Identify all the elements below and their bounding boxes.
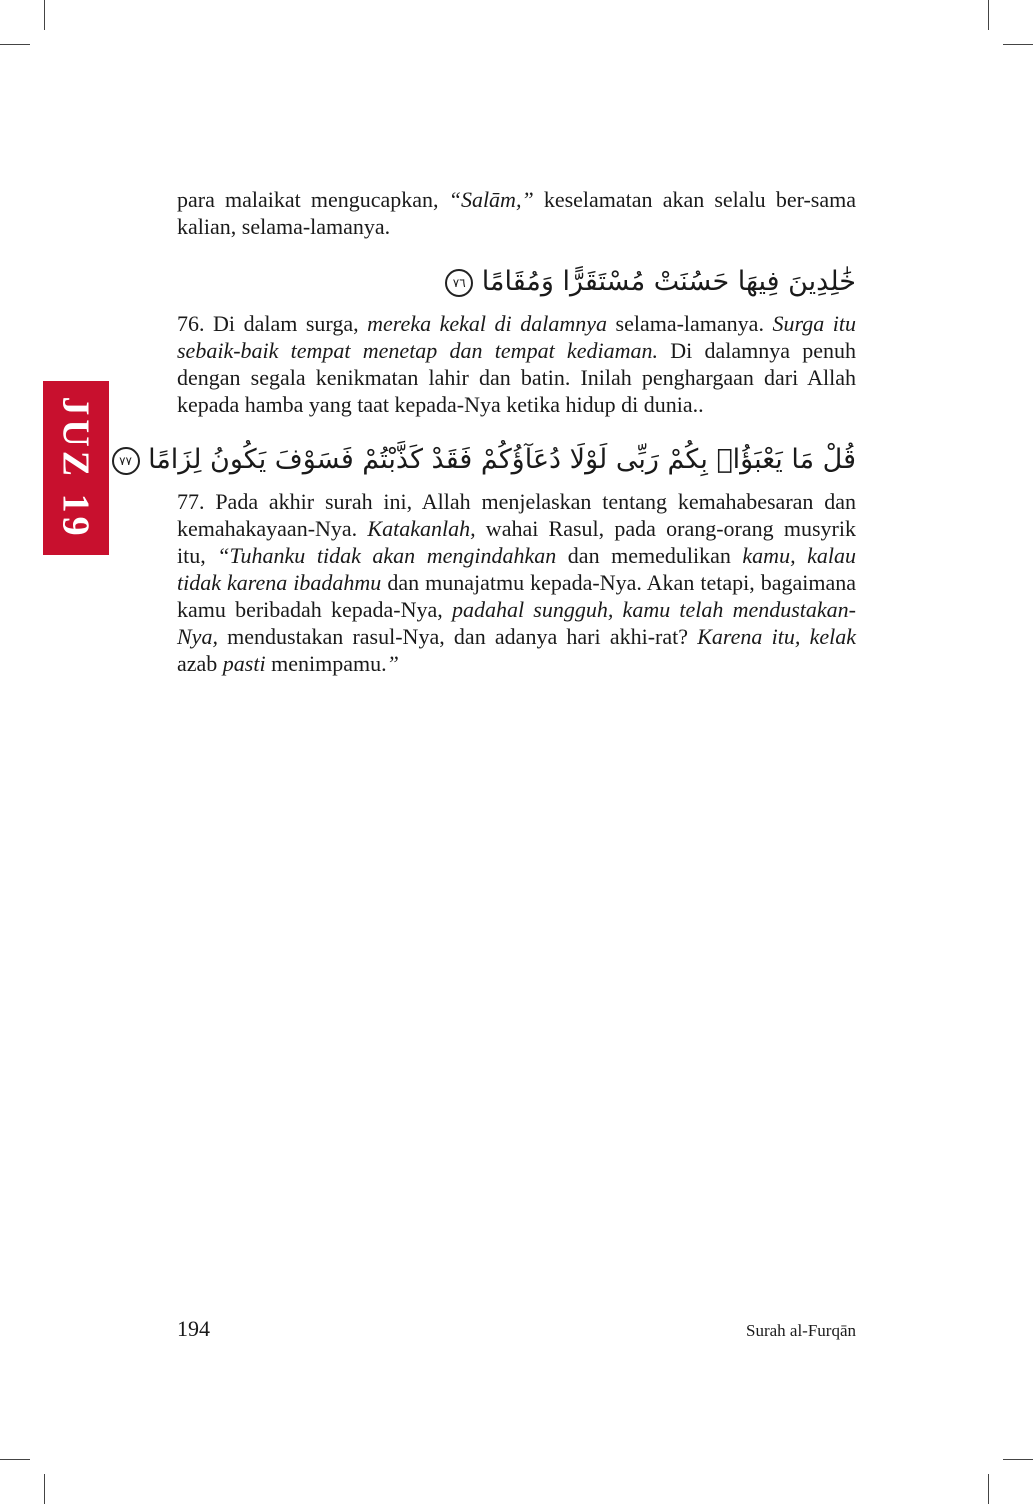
t76-p2: selama-lamanya. <box>606 311 773 336</box>
t77-p4: dan munajatmu kepada-Nya. Akan tetapi, bagaimana kamu beribadah kepada-Nya, <box>177 570 856 622</box>
juz-tab <box>43 381 109 555</box>
t77-p5: mendustakan rasul-Nya, dan adanya hari akhi-rat? <box>217 624 698 649</box>
t76-p3: Di dalamnya penuh dengan segala kenikmatan lahir dan batin. Inilah penghargaan dari Allah kepada hamba yang taat kepada-Nya ketika hidup di dunia.. <box>177 338 856 417</box>
crop-mark-top-right-v <box>988 0 989 30</box>
ayah-number-76: ٧٦ <box>445 269 473 297</box>
page-number: 194 <box>177 1316 210 1341</box>
intro-text-1: para malaikat mengucapkan, <box>177 187 449 212</box>
crop-mark-top-right-h <box>1003 44 1033 45</box>
t77-i3: kamu, kalau tidak karena ibadahmu <box>177 543 857 595</box>
crop-mark-top-left-h <box>0 44 30 45</box>
intro-paragraph <box>177 186 856 240</box>
juz-label: JUZ 19 <box>55 396 98 540</box>
ayah-number-77: ٧٧ <box>112 447 140 475</box>
arabic-verse-77 <box>119 440 856 480</box>
t77-i2: “Tuhanku tidak akan mengindahkan <box>217 543 557 568</box>
arabic-text-77: قُلْ مَا يَعْبَؤُا۟ بِكُمْ رَبِّى لَوْلَا دُعَآؤُكُمْ فَقَدْ كَذَّبْتُمْ فَسَوْفَ يَكُونُ لِزَامًا <box>148 444 856 475</box>
arabic-text-76: خَٰلِدِينَ فِيهَا حَسُنَتْ مُسْتَقَرًّا وَمُقَامًا <box>481 266 856 297</box>
intro-text-italic: “Salām,” <box>448 187 534 212</box>
t76-p1: 76. Di dalam surga, <box>177 311 368 336</box>
crop-mark-bottom-right-v <box>988 1474 989 1504</box>
running-footer-surah: Surah al-Furqān <box>745 1321 856 1340</box>
t77-p1: 77. Pada akhir surah ini, Allah menjelaskan tentang kemahabesaran dan kemahakayaan-Nya. <box>177 489 856 541</box>
t77-p7: menimpamu. <box>265 651 387 676</box>
crop-mark-bottom-right-h <box>1003 1459 1033 1460</box>
t77-i5: Karena itu, kelak <box>697 624 856 649</box>
translation-76 <box>177 310 856 418</box>
arabic-verse-76 <box>177 262 856 302</box>
intro-text-2: keselamatan akan selalu ber-sama kalian, selama-lamanya. <box>177 187 856 239</box>
t77-p2: wahai Rasul, pada orang-orang musyrik itu, <box>177 516 856 568</box>
t77-i4: padahal sungguh, kamu telah mendustakan-Nya, <box>177 597 857 649</box>
t77-i6: pasti <box>222 651 266 676</box>
t77-i1: Katakanlah, <box>367 516 476 541</box>
page-content <box>119 186 857 677</box>
t76-i1: mereka kekal di dalamnya <box>367 311 607 336</box>
translation-77 <box>177 488 856 677</box>
crop-mark-bottom-left-h <box>0 1459 30 1460</box>
t77-p3: dan memedulikan <box>556 543 743 568</box>
crop-mark-top-left-v <box>44 0 45 30</box>
t77-p6: azab <box>177 651 223 676</box>
t77-i7: ” <box>386 651 399 676</box>
crop-mark-bottom-left-v <box>44 1474 45 1504</box>
t76-i2: Surga itu sebaik-baik tempat menetap dan tempat kediaman. <box>177 311 856 363</box>
